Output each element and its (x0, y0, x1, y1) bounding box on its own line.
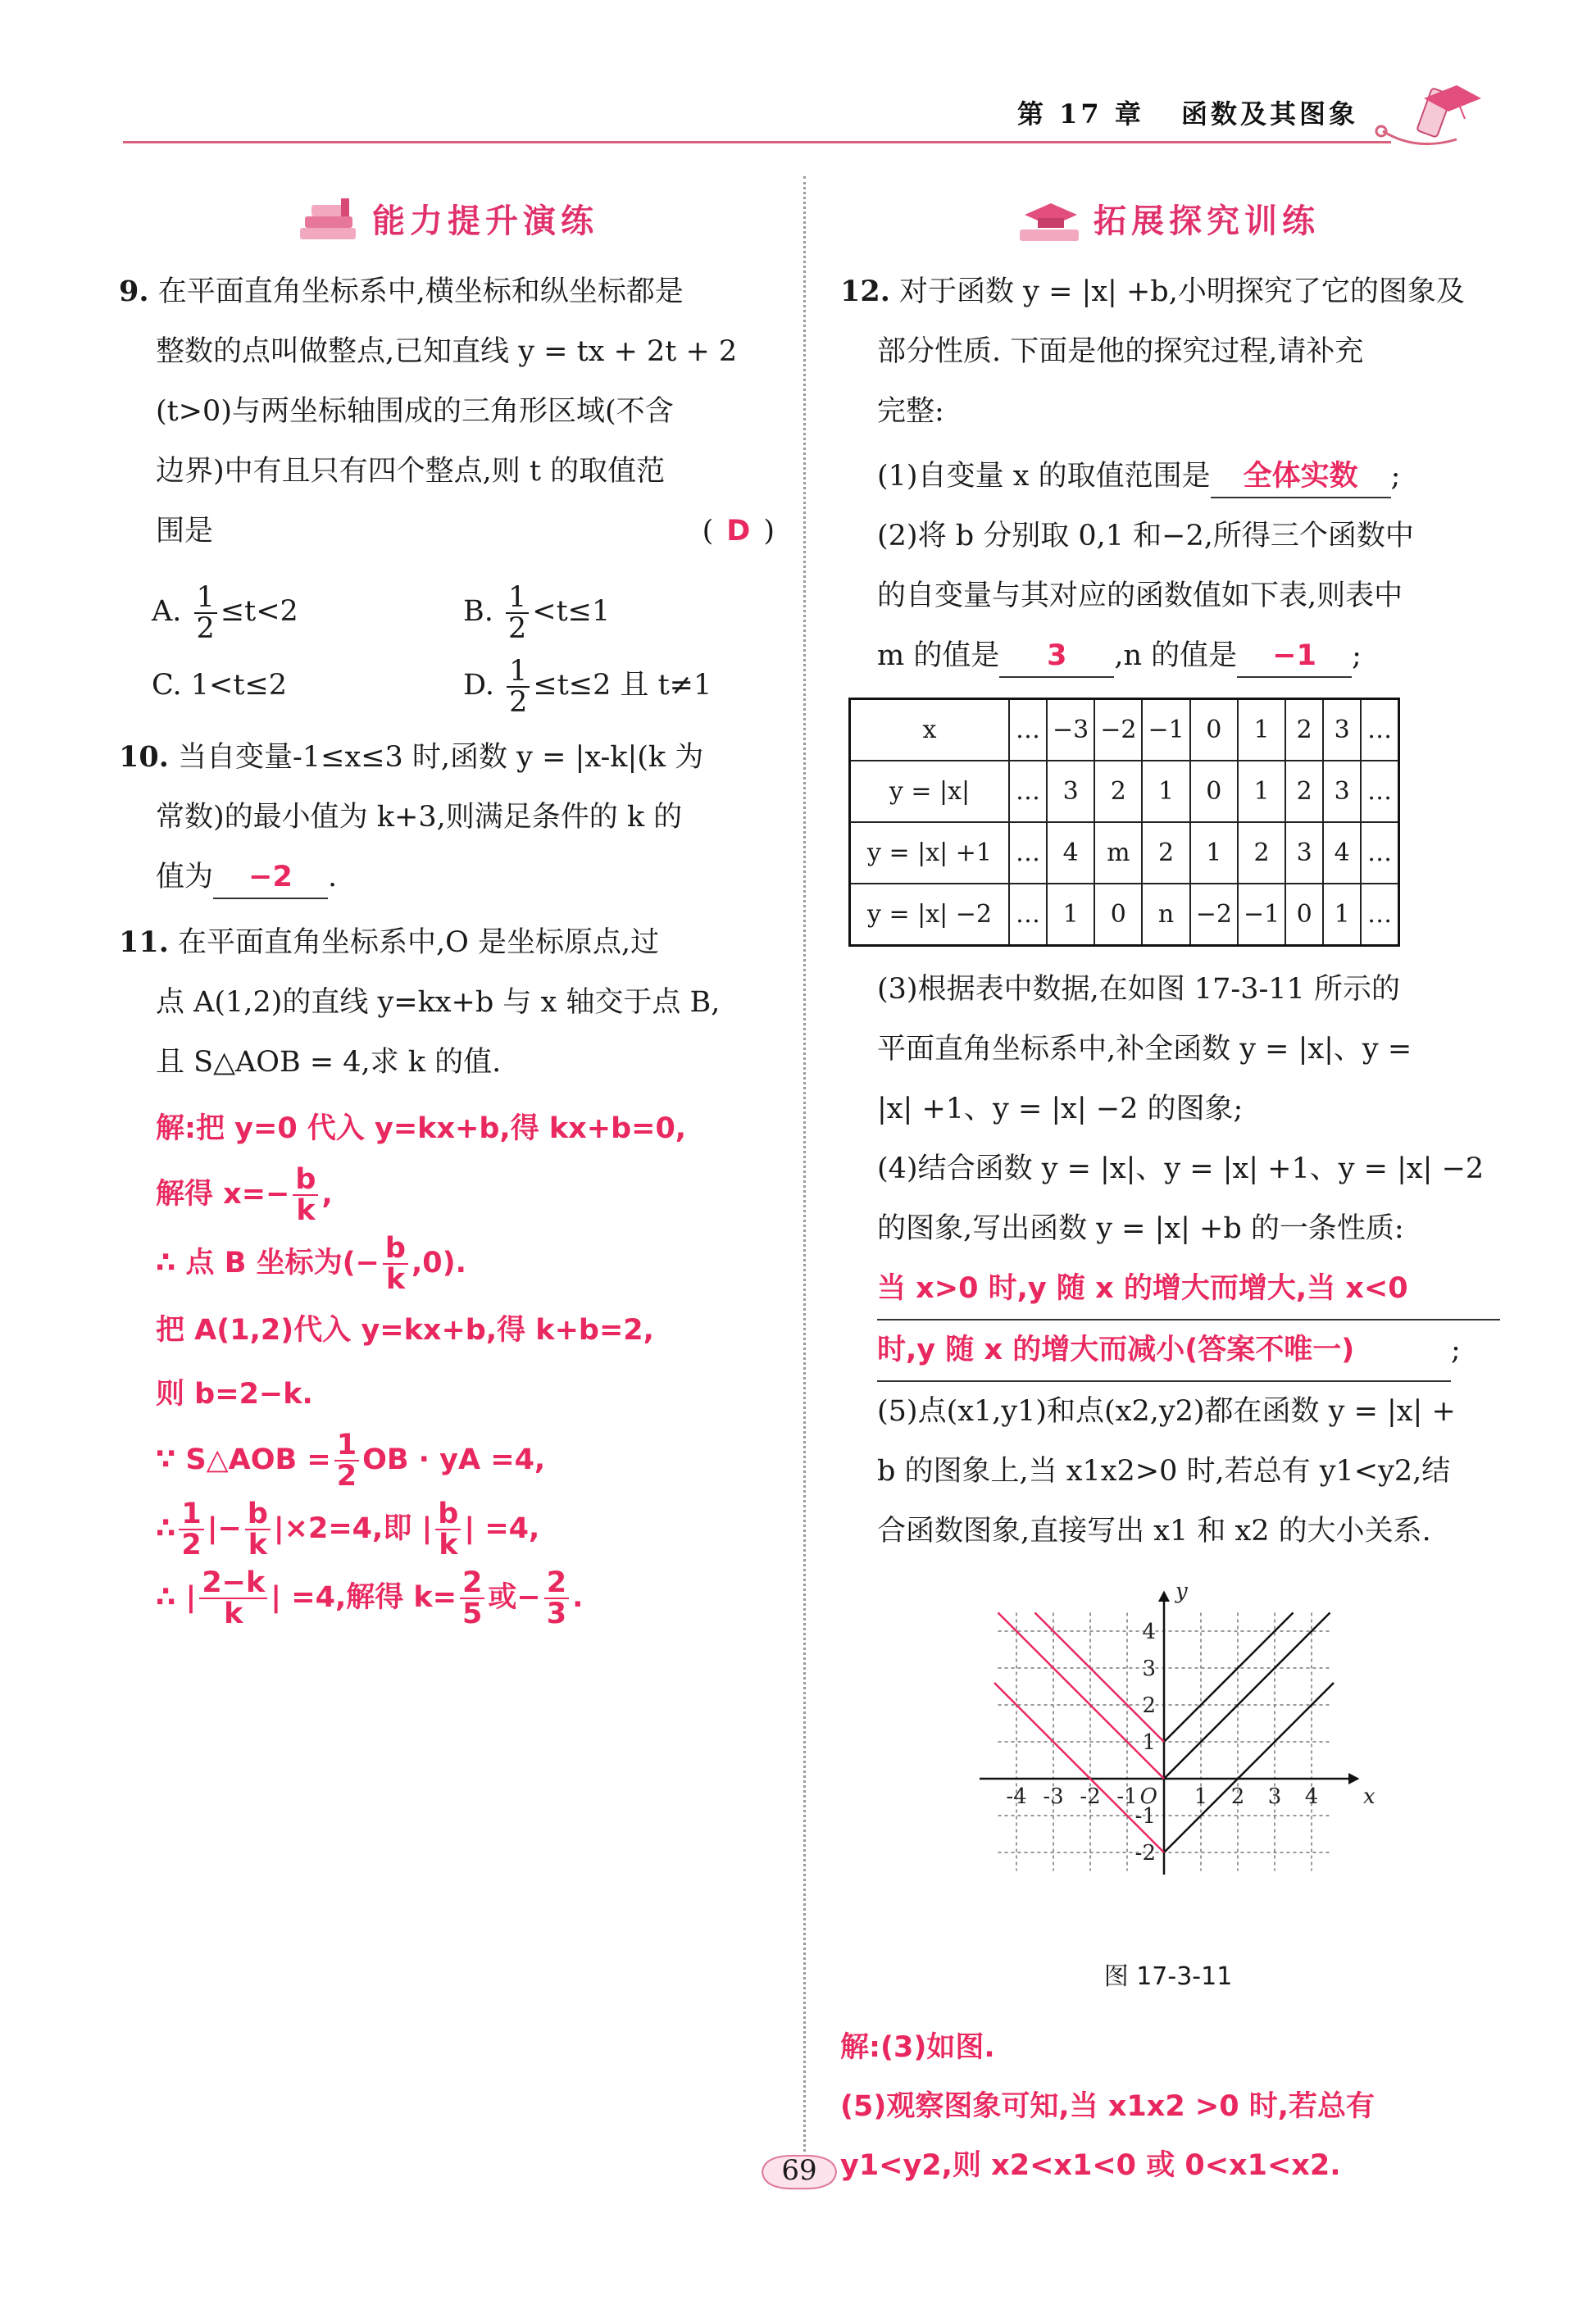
q10-period: . (328, 861, 338, 893)
sol-text: , (321, 1178, 333, 1211)
solution-line: 解:把 y=0 代入 y=kx+b,得 kx+b=0, (156, 1112, 687, 1145)
answer-bracket (703, 502, 775, 561)
y-tick-label: 1 (1142, 1730, 1156, 1755)
numerator: b (293, 1165, 318, 1196)
chapter-number: 第 17 章 (1017, 98, 1144, 130)
table-cell: 2 (1142, 822, 1189, 884)
numerator: 1 (179, 1499, 203, 1530)
column-divider (803, 176, 806, 2152)
q11-line-3: 且 S△AOB = 4,求 k 的值. (156, 1046, 502, 1079)
table-cell: 2 (1285, 761, 1323, 822)
question-10 (119, 727, 775, 907)
table-cell: −1 (1238, 884, 1285, 946)
numerator: 1 (334, 1430, 359, 1461)
row-header-cell: y = |x| +1 (850, 822, 1010, 884)
y-tick-label: 4 (1142, 1620, 1156, 1644)
denominator: 2 (196, 611, 215, 645)
row-header-cell: y = |x| (850, 761, 1010, 822)
q11-line-1: 在平面直角坐标系中,O 是坐标原点,过 (178, 926, 660, 959)
table-cell: 1 (1142, 761, 1189, 822)
q10-line-2: 常数)的最小值为 k+3,则满足条件的 k 的 (156, 801, 683, 834)
denominator: 5 (462, 1598, 483, 1630)
table-cell: 0 (1285, 884, 1323, 946)
q9-line-4: 边界)中有且只有四个整点,则 t 的取值范 (156, 455, 666, 488)
section-title-ability (119, 184, 775, 258)
chapter-header (1017, 93, 1358, 131)
option-text: <t≤1 (532, 595, 611, 628)
q12-part4-line2: 的图象,写出函数 y = |x| +b 的一条性质: (877, 1212, 1404, 1245)
x-axis-label: x (1363, 1784, 1375, 1809)
numerator: b (383, 1234, 408, 1265)
table-cell: … (1361, 699, 1399, 761)
table-cell: … (1361, 822, 1399, 884)
solution-line (156, 1234, 775, 1294)
x-tick-label: -3 (1043, 1784, 1064, 1809)
paren-open: ( (702, 515, 714, 548)
page-number-text: 69 (781, 2154, 817, 2187)
books-icon (295, 197, 361, 246)
sol-text: ∴ (156, 1512, 176, 1545)
table-cell: 1 (1190, 822, 1238, 884)
graduation-cap-icon (1016, 197, 1082, 246)
semicolon: ; (1390, 460, 1401, 493)
q9-options (152, 575, 775, 722)
q11-solution (119, 1101, 775, 1629)
n-answer-blank: −1 (1237, 635, 1352, 678)
graph-line-right-branch (1164, 1613, 1330, 1780)
semicolon: ; (1451, 1334, 1461, 1366)
numerator: 1 (506, 583, 529, 614)
table-cell: … (1361, 884, 1399, 946)
x-tick-label: -4 (1006, 1784, 1027, 1809)
y-tick-label: 3 (1142, 1657, 1156, 1681)
graph-line-right-branch (1164, 1613, 1294, 1743)
sol-text: | =4, (464, 1512, 540, 1545)
sol-text: |− (207, 1512, 242, 1545)
option-label: D. (463, 669, 494, 702)
sol-text: ∴ | (156, 1581, 197, 1614)
table-cell: 0 (1094, 884, 1142, 946)
q12-part1: (1)自变量 x 的取值范围是 (877, 460, 1211, 493)
table-cell: … (1009, 822, 1047, 884)
q9-answer: D (726, 515, 751, 548)
numerator: 2 (544, 1568, 569, 1599)
denominator: k (224, 1598, 243, 1630)
fraction (334, 1430, 359, 1491)
section-title-text: 能力提升演练 (372, 202, 598, 240)
y-axis-arrow-icon (1158, 1591, 1170, 1602)
m-answer-blank: 3 (999, 635, 1114, 678)
sol-text: ∴ 点 B 坐标为(− (156, 1247, 380, 1280)
solution-line: y1<y2,则 x2<x1<0 或 0<x1<x2. (840, 2149, 1341, 2182)
q12-line-3: 完整: (877, 395, 944, 428)
y-tick-label: 2 (1142, 1693, 1156, 1718)
q12-part3-line3: |x| +1、y = |x| −2 的图象; (877, 1093, 1244, 1125)
q9-line-3: (t>0)与两坐标轴围成的三角形区域(不含 (156, 395, 674, 428)
y-axis-label: y (1175, 1579, 1188, 1604)
table-row (850, 761, 1399, 822)
option-c: C. 1<t≤2 (152, 669, 288, 702)
denominator: 2 (509, 685, 528, 719)
x-tick-label: 4 (1304, 1784, 1319, 1809)
y-tick-label: -1 (1134, 1804, 1156, 1829)
sol-text: ,0). (411, 1247, 466, 1280)
x-tick-label: -2 (1080, 1784, 1101, 1809)
semicolon: ; (1352, 639, 1362, 672)
q12-part2-line3: m 的值是 (877, 639, 1000, 672)
graph-line-right-branch (1164, 1683, 1334, 1852)
x-tick-label: -1 (1116, 1784, 1138, 1809)
coordinate-graph (840, 1561, 1496, 1939)
fraction (179, 1499, 203, 1560)
question-number: 12. (840, 275, 890, 308)
sol-text: 或− (488, 1581, 541, 1614)
table-cell: 3 (1323, 761, 1361, 822)
table-cell: … (1009, 699, 1047, 761)
sol-text: | =4,解得 k= (271, 1581, 457, 1614)
q9-line-5: 围是 (156, 515, 214, 548)
figure-17-3-11 (840, 1561, 1496, 1939)
right-column (840, 184, 1496, 2195)
page-number (754, 2148, 844, 2197)
question-12 (840, 261, 1496, 2195)
q12-part2-line2: 的自变量与其对应的函数值如下表,则表中 (877, 580, 1403, 612)
table-cell: 0 (1190, 761, 1238, 822)
fraction (506, 580, 529, 645)
q12-part2-line1: (2)将 b 分别取 0,1 和−2,所得三个函数中 (877, 520, 1414, 552)
table-cell: −2 (1094, 699, 1142, 761)
numerator: 1 (194, 583, 217, 614)
y-tick-label: -2 (1134, 1841, 1156, 1866)
table-cell: −1 (1142, 699, 1189, 761)
grad-cap-pencil-icon (1366, 74, 1489, 156)
part1-answer-blank: 全体实数 (1211, 456, 1391, 498)
table-cell: 0 (1190, 699, 1238, 761)
option-b (463, 575, 807, 648)
x-axis-arrow-icon (1348, 1773, 1360, 1784)
q12-part5-line3: 合函数图象,直接写出 x1 和 x2 的大小关系. (877, 1515, 1431, 1548)
question-number: 9. (119, 275, 149, 308)
x-tick-label: 1 (1194, 1784, 1208, 1809)
fraction (245, 1499, 271, 1560)
table-row (850, 822, 1399, 884)
section-title-extension (840, 184, 1496, 258)
q9-line-1: 在平面直角坐标系中,横坐标和纵坐标都是 (157, 275, 684, 308)
denominator: 2 (508, 611, 527, 645)
row-header-cell: x (850, 699, 1010, 761)
numerator: 2−k (199, 1568, 267, 1599)
denominator: k (296, 1194, 316, 1227)
part4-answer-line2: 时,y 随 x 的增大而减小(答案不唯一) (877, 1320, 1451, 1382)
value-table (848, 698, 1400, 947)
question-9 (119, 261, 775, 722)
table-cell: … (1009, 761, 1047, 822)
sol-text: |×2=4,即 | (273, 1512, 433, 1545)
table-cell: 1 (1047, 884, 1094, 946)
n-label: ,n 的值是 (1114, 639, 1238, 672)
question-11 (119, 912, 775, 1629)
denominator: 2 (336, 1460, 357, 1493)
solution-line (156, 1430, 775, 1491)
numerator: b (435, 1499, 461, 1530)
fraction (507, 654, 530, 719)
option-d (463, 648, 807, 722)
fraction (460, 1568, 484, 1629)
solution-line: (5)观察图象可知,当 x1x2 >0 时,若总有 (840, 2090, 1375, 2123)
table-cell: 3 (1323, 699, 1361, 761)
section-title-text: 拓展探究训练 (1094, 202, 1320, 240)
option-text: ≤t≤2 且 t≠1 (533, 669, 712, 702)
denominator: 3 (546, 1598, 567, 1630)
question-number: 11. (119, 925, 169, 959)
table-cell: 3 (1285, 822, 1323, 884)
table-cell: −3 (1047, 699, 1094, 761)
table-row (850, 884, 1399, 946)
q12-solution (840, 2018, 1496, 2195)
denominator: k (385, 1263, 406, 1296)
solution-line: 把 A(1,2)代入 y=kx+b,得 k+b=2, (156, 1314, 654, 1347)
table-cell: 2 (1285, 699, 1323, 761)
q12-line-2: 部分性质. 下面是他的探究过程,请补充 (877, 335, 1364, 368)
table-cell: 1 (1238, 761, 1285, 822)
part4-answer-line1: 当 x>0 时,y 随 x 的增大而增大,当 x<0 (877, 1259, 1500, 1320)
table-cell: 1 (1238, 699, 1285, 761)
x-tick-label: 2 (1230, 1784, 1245, 1809)
x-tick-label: 3 (1267, 1784, 1282, 1809)
fraction (293, 1165, 318, 1225)
q12-part3-line2: 平面直角坐标系中,补全函数 y = |x|、y = (877, 1033, 1412, 1066)
header-rule (123, 141, 1391, 143)
numerator: 2 (460, 1568, 484, 1599)
question-number: 10. (119, 740, 169, 774)
table-cell: 4 (1323, 822, 1361, 884)
table-cell: 1 (1323, 884, 1361, 946)
graph-line-left-branch (998, 1613, 1165, 1780)
table-cell: 3 (1047, 761, 1094, 822)
fraction (435, 1499, 461, 1560)
q12-part3-line1: (3)根据表中数据,在如图 17-3-11 所示的 (877, 973, 1400, 1006)
left-column (119, 184, 775, 1637)
solution-line: 则 b=2−k. (156, 1378, 313, 1411)
table-cell: … (1009, 884, 1047, 946)
q11-line-2: 点 A(1,2)的直线 y=kx+b 与 x 轴交于点 B, (156, 986, 721, 1019)
table-cell: m (1094, 822, 1142, 884)
option-text: ≤t<2 (220, 595, 298, 628)
solution-line: 解:(3)如图. (840, 2031, 995, 2064)
table-cell: … (1361, 761, 1399, 822)
denominator: k (248, 1529, 267, 1561)
sol-text: OB · yA =4, (362, 1443, 546, 1476)
q10-line-1: 当自变量-1≤x≤3 时,函数 y = |x-k|(k 为 (178, 741, 704, 774)
sol-text: 解得 x=− (156, 1178, 290, 1211)
table-cell: 2 (1238, 822, 1285, 884)
fraction (383, 1234, 408, 1294)
q12-part4-line1: (4)结合函数 y = |x|、y = |x| +1、y = |x| −2 (877, 1152, 1485, 1185)
q12-part5-line2: b 的图象上,当 x1x2>0 时,若总有 y1<y2,结 (877, 1455, 1451, 1488)
table-cell: 2 (1094, 761, 1142, 822)
solution-line (156, 1165, 775, 1225)
q12-line-1: 对于函数 y = |x| +b,小明探究了它的图象及 (899, 275, 1465, 308)
numerator: b (245, 1499, 271, 1530)
figure-caption: 图 17-3-11 (1103, 1962, 1233, 1991)
table-cell: 4 (1047, 822, 1094, 884)
sol-text: . (572, 1581, 584, 1614)
fraction (544, 1568, 569, 1629)
page-header (123, 82, 1489, 148)
table-cell: n (1142, 884, 1189, 946)
solution-line (156, 1499, 775, 1560)
q10-line-3: 值为 (156, 861, 214, 893)
row-header-cell: y = |x| −2 (850, 884, 1010, 946)
numerator: 1 (507, 657, 530, 688)
option-label: B. (463, 595, 493, 628)
option-a (152, 575, 463, 648)
denominator: 2 (181, 1529, 202, 1561)
paren-close: ) (763, 515, 775, 548)
table-row (850, 699, 1399, 761)
q10-answer-blank: −2 (213, 857, 328, 899)
fraction (199, 1568, 267, 1629)
solution-line (156, 1568, 775, 1629)
fraction (194, 580, 217, 645)
q12-part5-line1: (5)点(x1,y1)和点(x2,y2)都在函数 y = |x| + (877, 1395, 1456, 1428)
chapter-title: 函数及其图象 (1180, 98, 1358, 130)
origin-label: O (1139, 1784, 1157, 1809)
denominator: k (439, 1529, 458, 1561)
sol-text: ∵ S△AOB = (156, 1443, 331, 1476)
option-label: A. (152, 595, 182, 628)
q9-line-2: 整数的点叫做整点,已知直线 y = tx + 2t + 2 (156, 335, 738, 368)
table-cell: −2 (1190, 884, 1238, 946)
